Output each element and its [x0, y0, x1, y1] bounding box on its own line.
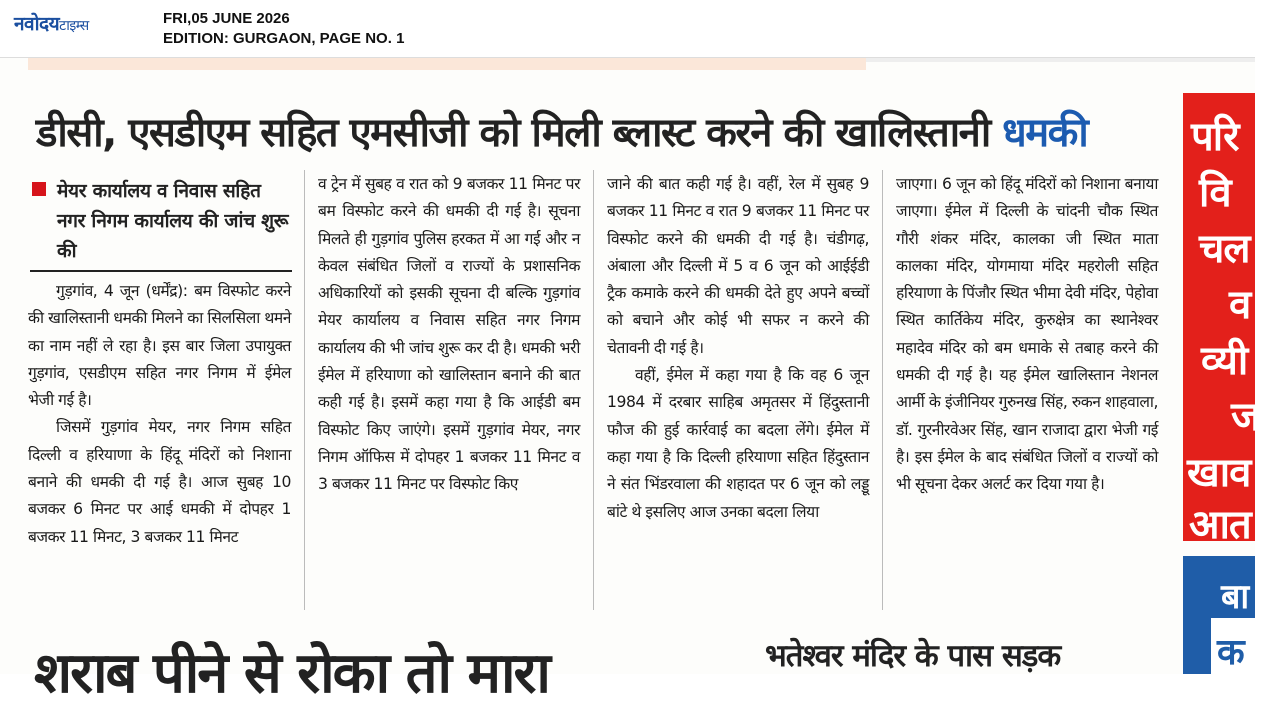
ad-line: व	[1229, 282, 1251, 328]
newspaper-logo[interactable]	[14, 10, 89, 36]
top-strip-peach	[28, 58, 866, 70]
side-advertisement-blue[interactable]	[1183, 556, 1255, 674]
article-subhead	[30, 176, 292, 266]
ad-line: वि	[1199, 170, 1231, 216]
column-1-paragraph-1: गुड़गांव, 4 जून (धर्मेंद्र): बम विस्फोट करने की खालिस्तानी धमकी मिलने का सिलसिला थमने का नाम नहीं ले रहा है। इस बार जिला उपायुक्त गुड़गांव, एसडीएम सहित नगर निगम में ईमेल भेजी गई है।	[28, 282, 291, 410]
bottom-headline-right[interactable]	[765, 636, 1060, 674]
article-column-3	[607, 171, 869, 611]
column-divider	[304, 170, 305, 610]
headline-accent: धमकी	[1002, 110, 1088, 156]
subhead-divider	[30, 270, 292, 272]
newspaper-page	[0, 58, 1260, 706]
article-headline[interactable]	[36, 104, 1156, 162]
logo-main-text: नवोदय	[14, 13, 60, 35]
ad-line: ज	[1231, 394, 1260, 440]
column-4-paragraph-1: जाएगा। 6 जून को हिंदू मंदिरों को निशाना बनाया जाएगा। ईमेल में दिल्ली के चांदनी चौक स्थित गौरी शंकर मंदिर, कालका जी स्थित माता कालका मंदिर, योगमाया मंदिर महरोली सहित हरियाणा के पिंजौर स्थित भीमा देवी मंदिर, पेहोवा स्थित कार्तिकेय मंदिर, कुरुक्षेत्र का स्थानेश्वर महादेव मंदिर को बम धमाके से तबाह करने की धमकी दी गई है। यह ईमेल खालिस्तान नेशनल आर्मी के इंजीनियर गुरुनख सिंह, रुकन शाहवाला, डॉ. गुरनीरवेअर सिंह, खान राजादा द्वारा भेजी गई है। इस ईमेल के बाद संबंधित जिलों व राज्यों को भी सूचना देकर अलर्ट कर दिया गया है।	[896, 175, 1158, 494]
subhead-text: मेयर कार्यालय व निवास सहित नगर निगम कार्यालय की जांच शुरू की	[57, 180, 289, 262]
column-1-paragraph-2: जिसमें गुड़गांव मेयर, नगर निगम सहित दिल्ली व हरियाणा के हिंदू मंदिरों को निशाना बनाने की धमकी दी गई है। आज सुबह 10 बजकर 6 मिनट पर आई धमकी में दोपहर 1 बजकर 11 मिनट, 3 बजकर 11 मिनट	[28, 418, 291, 546]
column-divider	[593, 170, 594, 610]
ad-line: चल	[1199, 226, 1250, 272]
headline-main: डीसी, एसडीएम सहित एमसीजी को मिली ब्लास्ट करने की खालिस्तानी	[36, 110, 1003, 156]
bottom-headline-right-text: भतेश्वर मंदिर के पास सड़क	[765, 638, 1061, 674]
side-advertisement-red[interactable]	[1183, 93, 1260, 548]
edition-info: EDITION: GURGAON, PAGE NO. 1	[163, 30, 405, 47]
article-column-4	[896, 171, 1158, 611]
ad-line: परि	[1191, 114, 1239, 160]
epaper-header	[0, 0, 1255, 58]
column-3-paragraph-2: वहीं, ईमेल में कहा गया है कि वह 6 जून 1984 में दरबार साहिब अमृतसर में हिंदुस्तानी फौज की हुई कार्रवाई का बदला लेंगे। ईमेल में कहा गया है कि दिल्ली हरियाणा सहित हिंदुस्तान ने संत भिंडरवाला की शहादत पर 6 जून को लड्डू बांटे थे इसलिए आज उनका बदला लिया	[607, 366, 869, 521]
column-3-paragraph-1: जाने की बात कही गई है। वहीं, रेल में सुबह 9 बजकर 11 मिनट व रात 9 बजकर 11 मिनट पर विस्फोट करने की धमकी दी गई है। चंडीगढ़, अंबाला और दिल्ली में 5 व 6 जून को आईईडी ट्रैक कमाके करने की धमकी देते हुए अपने बच्चों को बचाने और कोई भी सफर न करने की चेतावनी दी गई है।	[607, 175, 869, 357]
bottom-headline-left-text: शराब पीने से रोका तो मारा	[34, 641, 549, 706]
article-column-2	[318, 171, 580, 611]
ad-white-panel	[1211, 618, 1271, 678]
issue-date: FRI,05 JUNE 2026	[163, 10, 290, 27]
column-divider	[882, 170, 883, 610]
ad-panel-text: क	[1217, 632, 1245, 673]
article-column-1	[28, 278, 291, 608]
ad-line: खाव	[1187, 450, 1251, 496]
ad-line: आत	[1189, 502, 1251, 548]
red-bullet-icon	[32, 182, 46, 196]
ad-line: बा	[1221, 577, 1250, 617]
column-2-paragraph-1: व ट्रेन में सुबह व रात को 9 बजकर 11 मिनट पर बम विस्फोट करने की धमकी दी गई है। सूचना मिलते ही गुड़गांव पुलिस हरकत में आ गई और न केवल संबंधित जिलों व राज्यों के प्रशासनिक अधिकारियों को इसकी सूचना दी बल्कि गुड़गांव मेयर कार्यालय व निवास सहित नगर निगम कार्यालय की भी जांच शुरू कर दी है। धमकी भरी ईमेल में हरियाणा को खालिस्तान बनाने की बात कही गई है। इसमें कहा गया है कि आईडी बम विस्फोट किए जाएंगे। इसमें गुड़गांव मेयर, नगर निगम ऑफिस में दोपहर 1 बजकर 11 मिनट व 3 बजकर 11 मिनट पर विस्फोट किए	[318, 175, 580, 494]
bottom-headline-left[interactable]	[34, 638, 549, 706]
logo-sub-text: टाइम्स	[59, 18, 89, 34]
top-strip-gray	[866, 58, 1255, 62]
ad-line: व्यी	[1201, 338, 1248, 384]
